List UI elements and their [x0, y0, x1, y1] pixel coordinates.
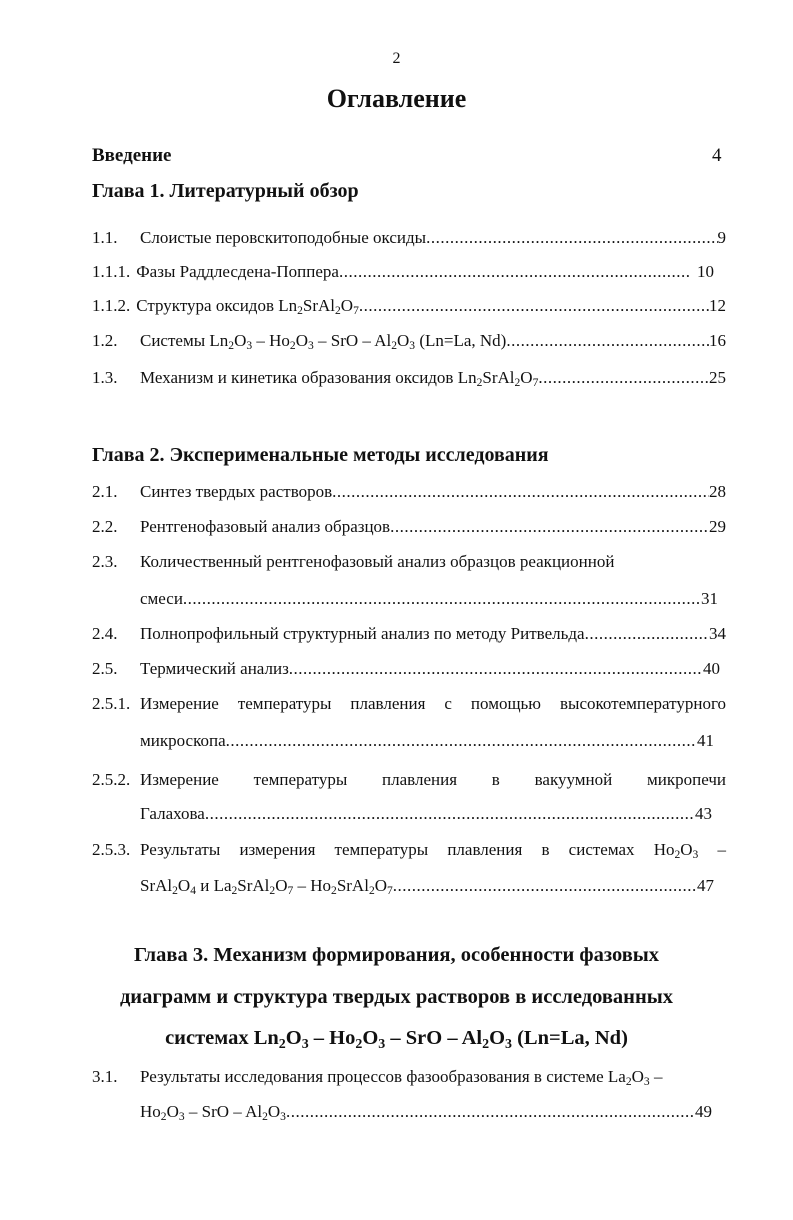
toc-entry-number: 1.1.1.: [92, 262, 131, 281]
toc-entry-number: 1.2.: [92, 331, 118, 350]
toc-entry-number: 2.5.3.: [92, 840, 131, 859]
toc-entry-2-1[interactable]: [92, 482, 726, 508]
toc-entry-title[interactable]: Результаты измерения температуры плавления в системах $Ho_2O_3$ –: [140, 840, 726, 862]
toc-entry-title-cont: смеси: [140, 589, 183, 608]
toc-entry-2-3-cont[interactable]: [140, 589, 718, 609]
toc-entry-title-cont: $Ho_2O_3$ – SrO – $Al_2O_3$: [140, 1102, 286, 1124]
toc-entry-number: 1.3.: [92, 368, 118, 387]
dot-leader: [183, 589, 701, 609]
toc-entry-page: 31: [701, 589, 718, 608]
toc-entry-title-cont: Галахова: [140, 804, 205, 823]
toc-entry-title: Фазы Раддлесдена-Поппера: [136, 262, 339, 281]
toc-entry-title-cont: микроскопа: [140, 731, 226, 750]
toc-entry-page: 25: [709, 368, 726, 387]
toc-entry-number: 1.1.: [92, 228, 118, 247]
toc-entry-title: Термический анализ: [140, 659, 289, 678]
toc-entry-page: 40: [703, 659, 720, 678]
dot-leader: [585, 624, 709, 644]
toc-entry-page: 34: [709, 624, 726, 643]
chapter-1-heading[interactable]: Глава 1. Литературный обзор: [92, 180, 359, 202]
page-number: 2: [392, 50, 401, 67]
toc-entry-number: 2.3.: [92, 552, 118, 571]
toc-entry-2-5-3-cont[interactable]: [140, 876, 714, 896]
toc-entry-number: 2.2.: [92, 517, 118, 536]
toc-entry-title: Механизм и кинетика образования оксидов $Ln_2SrAl_2O_7$: [140, 368, 539, 390]
toc-entry-number: 2.5.: [92, 659, 118, 678]
dot-leader: [286, 1102, 695, 1122]
toc-entry-number: 2.5.1.: [92, 694, 131, 713]
dot-leader: [538, 368, 709, 388]
toc-intro-page: 4: [712, 145, 722, 166]
toc-entry-2-5-2-cont[interactable]: [140, 804, 712, 824]
toc-entry-1-3[interactable]: [92, 368, 726, 394]
toc-entry-page: 29: [709, 517, 726, 536]
toc-entry-title: Рентгенофазовый анализ образцов: [140, 517, 391, 536]
toc-entry-number: 3.1.: [92, 1067, 118, 1086]
toc-entry-1-2[interactable]: [92, 331, 726, 357]
toc-entry-1-1-2[interactable]: [92, 296, 726, 322]
toc-entry-title: Структура оксидов $Ln_2SrAl_2O_7$: [136, 296, 359, 318]
chapter-3-heading-line-1[interactable]: Глава 3. Механизм формирования, особенности фазовых: [133, 944, 660, 966]
toc-intro-label[interactable]: Введение: [92, 145, 172, 166]
toc-entry-title[interactable]: Количественный рентгенофазовый анализ образцов реакционной: [140, 552, 615, 571]
dot-leader: [339, 262, 691, 282]
dot-leader: [390, 517, 709, 537]
toc-entry-1-1-1[interactable]: [92, 262, 714, 288]
toc-entry-2-4[interactable]: [92, 624, 726, 650]
toc-entry-page: 43: [695, 804, 712, 823]
toc-entry-number: 2.4.: [92, 624, 118, 643]
dot-leader: [393, 876, 697, 896]
toc-entry-title[interactable]: Результаты исследования процессов фазообразования в системе $La_2O_3$ –: [140, 1067, 663, 1089]
toc-entry-page: 16: [709, 331, 726, 350]
dot-leader: [426, 228, 717, 248]
toc-entry-number: 2.5.2.: [92, 770, 131, 789]
toc-entry-title[interactable]: Измерение температуры плавления с помощью высокотемпературного: [140, 694, 726, 713]
chapter-2-heading[interactable]: Глава 2. Эксперименальные методы исследования: [92, 444, 549, 466]
chapter-3-heading-line-2[interactable]: диаграмм и структура твердых растворов в исследованных: [119, 986, 674, 1008]
toc-entry-page: 49: [695, 1102, 712, 1121]
toc-entry-2-5[interactable]: [92, 659, 720, 685]
toc-entry-number: 2.1.: [92, 482, 118, 501]
toc-entry-title: Полнопрофильный структурный анализ по методу Ритвельда: [140, 624, 585, 643]
toc-entry-title: Системы $Ln_2O_3 - Ho_2O_3$ – SrO – $Al_2O_3$ (Ln=La, Nd): [140, 331, 507, 353]
toc-entry-1-1[interactable]: [92, 228, 726, 254]
toc-entry-page: 9: [717, 228, 726, 247]
dot-leader: [359, 296, 709, 316]
toc-entry-title: Синтез твердых растворов: [140, 482, 333, 501]
chapter-3-heading-line-3[interactable]: системах $Ln_2O_3 - Ho_2O_3$ – SrO – $Al_2O_3$ (Ln=La, Nd): [165, 1027, 628, 1052]
toc-entry-3-1-cont[interactable]: [140, 1102, 712, 1122]
dot-leader: [506, 331, 709, 351]
toc-entry-page: 10: [697, 262, 714, 281]
toc-entry-2-5-1-cont[interactable]: [140, 731, 714, 751]
toc-entry-title: Слоистые перовскитоподобные оксиды: [140, 228, 427, 247]
toc-entry-page: 41: [697, 731, 714, 750]
dot-leader: [289, 659, 703, 679]
toc-entry-title[interactable]: Измерение температуры плавления в вакуумной микропечи: [140, 770, 726, 789]
toc-entry-number: 1.1.2.: [92, 296, 131, 315]
dot-leader: [205, 804, 695, 824]
page-title: Оглавление: [326, 84, 467, 113]
dot-leader: [226, 731, 697, 751]
dot-leader: [332, 482, 709, 502]
toc-entry-page: 28: [709, 482, 726, 501]
toc-entry-title-cont: $SrAl_2O_4$ и $La_2SrAl_2O_7$ – $Ho_2SrAl_2O_7$: [140, 876, 393, 898]
toc-entry-page: 12: [709, 296, 726, 315]
toc-entry-2-2[interactable]: [92, 517, 726, 543]
toc-entry-page: 47: [697, 876, 714, 895]
